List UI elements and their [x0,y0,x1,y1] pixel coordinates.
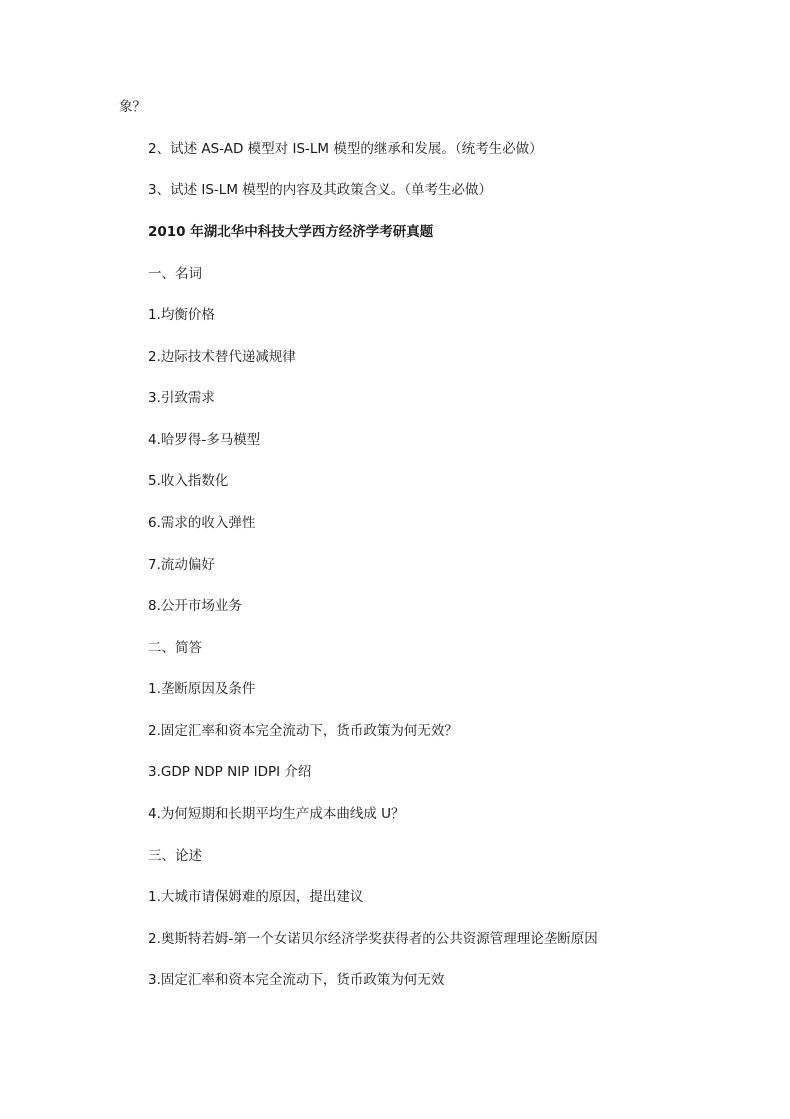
list-item: 2.奥斯特若姆-第一个女诺贝尔经济学奖获得者的公共资源管理理论垄断原因 [148,931,598,947]
exam-heading: 2010 年湖北华中科技大学西方经济学考研真题 [148,224,434,240]
list-item: 8.公开市场业务 [148,598,242,614]
list-item: 4.哈罗得-多马模型 [148,432,261,448]
list-item: 3.GDP NDP NIP IDPI 介绍 [148,764,312,780]
section-title-short-answer: 二、简答 [148,640,202,656]
list-item: 2.边际技术替代递减规律 [148,349,296,365]
list-item: 6.需求的收入弹性 [148,515,256,531]
list-item: 5.收入指数化 [148,473,229,489]
list-item: 1.均衡价格 [148,307,215,323]
prev-question-3: 3、试述 IS-LM 模型的内容及其政策含义。（单考生必做） [148,182,493,198]
list-item: 4.为何短期和长期平均生产成本曲线成 U？ [148,806,405,822]
prev-question-2: 2、试述 AS-AD 模型对 IS-LM 模型的继承和发展。（统考生必做） [148,141,543,157]
list-item: 3.引致需求 [148,390,215,406]
list-item: 1.大城市请保姆难的原因，提出建议 [148,889,364,905]
list-item: 1.垄断原因及条件 [148,681,256,697]
list-item: 3.固定汇率和资本完全流动下，货币政策为何无效 [148,972,445,988]
continuation-text: 象？ [119,99,146,115]
section-title-nouns: 一、名词 [148,266,202,282]
list-item: 7.流动偏好 [148,557,215,573]
section-title-essay: 三、论述 [148,848,202,864]
list-item: 2.固定汇率和资本完全流动下，货币政策为何无效？ [148,723,458,739]
